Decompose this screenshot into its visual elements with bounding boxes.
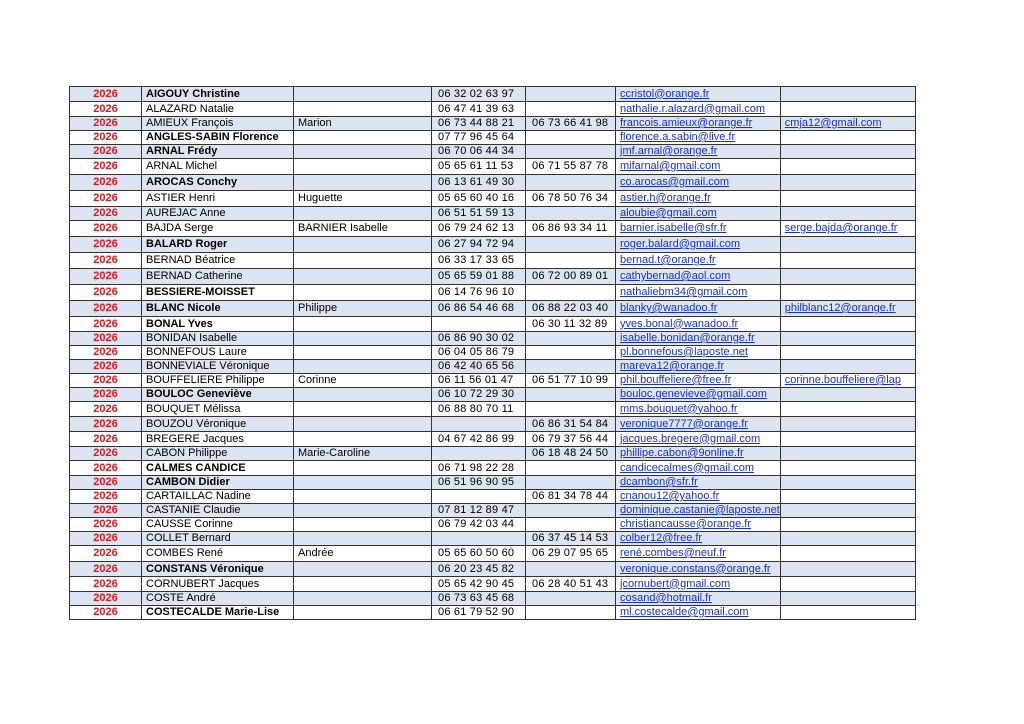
phone2-cell [526,285,616,301]
email2-link [780,504,915,518]
phone1-cell: 06 71 98 22 28 [432,461,526,476]
year-cell: 2026 [70,285,142,301]
email2-link [780,317,915,332]
spouse-cell [294,402,432,417]
email-link[interactable]: yves.bonal@wanadoo.fr [616,317,781,332]
table-row [70,175,916,191]
phone1-cell: 06 04 05 86 79 [432,346,526,360]
phone1-cell: 06 73 63 45 68 [432,592,526,606]
email-link[interactable]: mareva12@orange.fr [616,360,781,374]
email2-link [780,360,915,374]
table-row [70,102,916,117]
year-cell: 2026 [70,476,142,490]
spouse-cell: Andrée [294,546,432,562]
spouse-cell: BARNIER Isabelle [294,221,432,237]
spouse-cell [294,417,432,432]
email2-link [780,87,915,102]
phone1-cell [432,417,526,432]
year-cell: 2026 [70,269,142,285]
table-row [70,221,916,237]
year-cell: 2026 [70,301,142,317]
table-row [70,131,916,145]
email2-link [780,253,915,269]
year-cell: 2026 [70,87,142,102]
table-row [70,606,916,620]
phone1-cell [432,532,526,546]
email-link[interactable]: jcornubert@gmail.com [616,577,781,592]
email2-link [780,417,915,432]
name-cell: CONSTANS Véronique [142,562,294,577]
phone2-cell [526,207,616,221]
phone1-cell: 06 51 96 90 95 [432,476,526,490]
year-cell: 2026 [70,237,142,253]
phone2-cell: 06 79 37 56 44 [526,432,616,447]
phone1-cell: 06 73 44 88 21 [432,117,526,131]
phone2-cell [526,360,616,374]
email2-link [780,562,915,577]
spouse-cell: Philippe [294,301,432,317]
year-cell: 2026 [70,461,142,476]
name-cell: BONIDAN Isabelle [142,332,294,346]
table-row [70,301,916,317]
email-link[interactable]: bouloc.genevieve@gmail.com [616,388,781,402]
spouse-cell: Marion [294,117,432,131]
email-link[interactable]: astier.h@orange.fr [616,191,781,207]
phone1-cell: 06 70 06 44 34 [432,145,526,159]
year-cell: 2026 [70,360,142,374]
table-row [70,447,916,461]
phone1-cell: 06 32 02 63 97 [432,87,526,102]
members-table [69,86,916,620]
email2-link[interactable]: philblanc12@orange.fr [780,301,915,317]
name-cell: COMBES René [142,546,294,562]
spouse-cell [294,159,432,175]
phone1-cell: 05 65 61 11 53 [432,159,526,175]
table-row [70,532,916,546]
year-cell: 2026 [70,374,142,388]
phone1-cell: 05 65 60 40 16 [432,191,526,207]
phone1-cell: 05 65 60 50 60 [432,546,526,562]
phone2-cell: 06 73 66 41 98 [526,117,616,131]
table-row [70,159,916,175]
email2-link [780,432,915,447]
year-cell: 2026 [70,388,142,402]
email2-link [780,346,915,360]
name-cell: CAMBON Didier [142,476,294,490]
phone1-cell: 07 81 12 89 47 [432,504,526,518]
email-link[interactable]: christiancausse@orange.fr [616,518,781,532]
email-link[interactable]: roger.balard@gmail.com [616,237,781,253]
name-cell: ARNAL Michel [142,159,294,175]
year-cell: 2026 [70,117,142,131]
email2-link [780,546,915,562]
email-link[interactable]: florence.a.sabin@live.fr [616,131,781,145]
email-link[interactable]: nathaliebm34@gmail.com [616,285,781,301]
email2-link [780,131,915,145]
phone1-cell: 06 47 41 39 63 [432,102,526,117]
year-cell: 2026 [70,447,142,461]
email2-link [780,532,915,546]
name-cell: ANGLES-SABIN Florence [142,131,294,145]
email-link[interactable]: candicecalmes@gmail.com [616,461,781,476]
email-link[interactable]: ccristol@orange.fr [616,87,781,102]
phone1-cell: 06 11 56 01 47 [432,374,526,388]
phone1-cell: 06 79 24 62 13 [432,221,526,237]
table-row [70,577,916,592]
year-cell: 2026 [70,145,142,159]
phone2-cell: 06 28 40 51 43 [526,577,616,592]
year-cell: 2026 [70,490,142,504]
name-cell: ARNAL Frédy [142,145,294,159]
spouse-cell: Corinne [294,374,432,388]
name-cell: CALMES CANDICE [142,461,294,476]
email-link[interactable]: nathalie.r.alazard@gmail.com [616,102,781,117]
email2-link [780,577,915,592]
phone2-cell [526,332,616,346]
table-row [70,504,916,518]
table-row [70,562,916,577]
name-cell: BLANC Nicole [142,301,294,317]
email2-link [780,159,915,175]
phone1-cell: 06 27 94 72 94 [432,237,526,253]
phone2-cell [526,346,616,360]
table-row [70,317,916,332]
phone1-cell: 07 77 96 45 64 [432,131,526,145]
phone1-cell: 06 51 51 59 13 [432,207,526,221]
email-link[interactable]: phil.bouffeliere@free.fr [616,374,781,388]
phone2-cell: 06 78 50 76 34 [526,191,616,207]
table-row [70,374,916,388]
email-link[interactable]: cathybernad@aol.com [616,269,781,285]
email-link[interactable]: aloubie@gmail.com [616,207,781,221]
phone2-cell [526,237,616,253]
email2-link [780,237,915,253]
spouse-cell [294,461,432,476]
name-cell: BOULOC Geneviève [142,388,294,402]
spouse-cell [294,253,432,269]
year-cell: 2026 [70,207,142,221]
phone2-cell: 06 88 22 03 40 [526,301,616,317]
table-row [70,490,916,504]
spouse-cell [294,145,432,159]
name-cell: BOUFFELIERE Philippe [142,374,294,388]
phone2-cell [526,562,616,577]
phone1-cell: 05 65 59 01 88 [432,269,526,285]
name-cell: AUREJAC Anne [142,207,294,221]
spouse-cell [294,332,432,346]
year-cell: 2026 [70,346,142,360]
name-cell: AROCAS Conchy [142,175,294,191]
phone1-cell: 06 86 54 46 68 [432,301,526,317]
table-row [70,546,916,562]
phone2-cell: 06 86 31 54 84 [526,417,616,432]
spouse-cell [294,346,432,360]
name-cell: CARTAILLAC Nadine [142,490,294,504]
phone2-cell [526,518,616,532]
year-cell: 2026 [70,606,142,620]
table-row [70,417,916,432]
email-link[interactable]: cnanou12@yahoo.fr [616,490,781,504]
phone2-cell [526,253,616,269]
email2-link [780,191,915,207]
phone1-cell: 06 61 79 52 90 [432,606,526,620]
year-cell: 2026 [70,504,142,518]
email2-link [780,102,915,117]
year-cell: 2026 [70,532,142,546]
table-row [70,191,916,207]
email2-link [780,447,915,461]
phone1-cell [432,447,526,461]
phone2-cell: 06 71 55 87 78 [526,159,616,175]
table-row [70,402,916,417]
phone1-cell: 06 13 61 49 30 [432,175,526,191]
year-cell: 2026 [70,592,142,606]
email-link[interactable]: mifarnal@gmail.com [616,159,781,175]
name-cell: BESSIERE-MOISSET [142,285,294,301]
name-cell: CORNUBERT Jacques [142,577,294,592]
phone2-cell [526,131,616,145]
phone1-cell [432,490,526,504]
email-link[interactable]: francois.amieux@orange.fr [616,117,781,131]
phone2-cell [526,145,616,159]
year-cell: 2026 [70,191,142,207]
spouse-cell [294,388,432,402]
table-row [70,461,916,476]
phone1-cell: 06 20 23 45 82 [432,562,526,577]
name-cell: BERNAD Béatrice [142,253,294,269]
name-cell: BONNEVIALE Véronique [142,360,294,374]
email-link[interactable]: ml.costecalde@gmail.com [616,606,781,620]
spouse-cell [294,207,432,221]
name-cell: BONAL Yves [142,317,294,332]
name-cell: BERNAD Catherine [142,269,294,285]
phone2-cell: 06 29 07 95 65 [526,546,616,562]
phone1-cell: 06 33 17 33 65 [432,253,526,269]
email2-link [780,476,915,490]
name-cell: CASTANIE Claudie [142,504,294,518]
phone1-cell: 06 88 80 70 11 [432,402,526,417]
spouse-cell [294,592,432,606]
table-row [70,432,916,447]
phone2-cell [526,175,616,191]
table-row [70,360,916,374]
name-cell: BAJDA Serge [142,221,294,237]
email2-link [780,207,915,221]
phone1-cell: 04 67 42 86 99 [432,432,526,447]
email2-link [780,592,915,606]
table-row [70,476,916,490]
name-cell: ASTIER Henri [142,191,294,207]
name-cell: BREGERE Jacques [142,432,294,447]
email-link[interactable]: co.arocas@gmail.com [616,175,781,191]
phone1-cell: 06 86 90 30 02 [432,332,526,346]
year-cell: 2026 [70,102,142,117]
table-row [70,117,916,131]
year-cell: 2026 [70,159,142,175]
table-row [70,207,916,221]
spouse-cell [294,360,432,374]
phone1-cell: 05 65 42 90 45 [432,577,526,592]
year-cell: 2026 [70,332,142,346]
table-row [70,145,916,159]
phone2-cell [526,504,616,518]
email2-link [780,175,915,191]
email-link[interactable]: jmf.arnal@orange.fr [616,145,781,159]
email-link[interactable]: mms.bouquet@yahoo.fr [616,402,781,417]
name-cell: AIGOUY Christine [142,87,294,102]
year-cell: 2026 [70,562,142,577]
phone2-cell [526,461,616,476]
spouse-cell [294,606,432,620]
spouse-cell [294,102,432,117]
phone2-cell: 06 72 00 89 01 [526,269,616,285]
name-cell: BOUQUET Mélissa [142,402,294,417]
spouse-cell [294,285,432,301]
spouse-cell [294,490,432,504]
phone2-cell [526,476,616,490]
table-row [70,388,916,402]
year-cell: 2026 [70,518,142,532]
phone2-cell [526,592,616,606]
email2-link [780,606,915,620]
phone2-cell: 06 81 34 78 44 [526,490,616,504]
email2-link [780,461,915,476]
year-cell: 2026 [70,131,142,145]
email-link[interactable]: bernad.t@orange.fr [616,253,781,269]
spouse-cell [294,131,432,145]
email2-link [780,285,915,301]
name-cell: CAUSSE Corinne [142,518,294,532]
phone2-cell [526,388,616,402]
year-cell: 2026 [70,175,142,191]
email-link[interactable]: colber12@free.fr [616,532,781,546]
email-link[interactable]: blanky@wanadoo.fr [616,301,781,317]
email-link[interactable]: cosand@hotmail.fr [616,592,781,606]
spouse-cell [294,175,432,191]
phone1-cell: 06 79 42 03 44 [432,518,526,532]
email-link[interactable]: phillipe.cabon@9online.fr [616,447,781,461]
email-link[interactable]: pl.bonnefous@laposte.net [616,346,781,360]
table-row [70,87,916,102]
name-cell: COLLET Bernard [142,532,294,546]
email-link[interactable]: rené.combes@neuf.fr [616,546,781,562]
spouse-cell [294,237,432,253]
email2-link [780,388,915,402]
spouse-cell: Huguette [294,191,432,207]
spouse-cell [294,518,432,532]
phone2-cell [526,402,616,417]
phone2-cell: 06 30 11 32 89 [526,317,616,332]
email-link[interactable]: barnier.isabelle@sfr.fr [616,221,781,237]
email2-link [780,269,915,285]
name-cell: ALAZARD Natalie [142,102,294,117]
name-cell: AMIEUX François [142,117,294,131]
year-cell: 2026 [70,221,142,237]
phone2-cell: 06 37 45 14 53 [526,532,616,546]
email2-link[interactable]: serge.bajda@orange.fr [780,221,915,237]
phone2-cell: 06 51 77 10 99 [526,374,616,388]
year-cell: 2026 [70,546,142,562]
email2-link [780,402,915,417]
phone2-cell: 06 86 93 34 11 [526,221,616,237]
spouse-cell [294,504,432,518]
email-link[interactable]: dominique.castanie@laposte.net [616,504,781,518]
spouse-cell [294,269,432,285]
spouse-cell [294,532,432,546]
phone1-cell: 06 14 76 96 10 [432,285,526,301]
email2-link [780,332,915,346]
year-cell: 2026 [70,317,142,332]
phone1-cell: 06 10 72 29 30 [432,388,526,402]
name-cell: BALARD Roger [142,237,294,253]
table-row [70,269,916,285]
table-row [70,332,916,346]
table-row [70,285,916,301]
spouse-cell [294,562,432,577]
spouse-cell: Marie-Caroline [294,447,432,461]
email-link[interactable]: veronique7777@orange.fr [616,417,781,432]
email2-link[interactable]: corinne.bouffeliere@lap [780,374,915,388]
table-row [70,346,916,360]
name-cell: COSTECALDE Marie-Lise [142,606,294,620]
name-cell: CABON Philippe [142,447,294,461]
year-cell: 2026 [70,417,142,432]
year-cell: 2026 [70,432,142,447]
email-link[interactable]: jacques.bregere@gmail.com [616,432,781,447]
name-cell: COSTE André [142,592,294,606]
phone2-cell [526,102,616,117]
spouse-cell [294,577,432,592]
phone2-cell [526,87,616,102]
year-cell: 2026 [70,253,142,269]
spouse-cell [294,317,432,332]
phone2-cell: 06 18 48 24 50 [526,447,616,461]
year-cell: 2026 [70,402,142,417]
name-cell: BOUZOU Véronique [142,417,294,432]
email-link[interactable]: veronique.constans@orange.fr [616,562,781,577]
table-row [70,237,916,253]
email2-link[interactable]: cmja12@gmail.com [780,117,915,131]
name-cell: BONNEFOUS Laure [142,346,294,360]
phone2-cell [526,606,616,620]
email2-link [780,518,915,532]
spouse-cell [294,432,432,447]
email-link[interactable]: isabelle.bonidan@orange.fr [616,332,781,346]
email2-link [780,490,915,504]
email-link[interactable]: dcambon@sfr.fr [616,476,781,490]
year-cell: 2026 [70,577,142,592]
phone1-cell: 06 42 40 65 56 [432,360,526,374]
table-row [70,518,916,532]
table-row [70,592,916,606]
spouse-cell [294,476,432,490]
phone1-cell [432,317,526,332]
email2-link [780,145,915,159]
table-row [70,253,916,269]
spouse-cell [294,87,432,102]
